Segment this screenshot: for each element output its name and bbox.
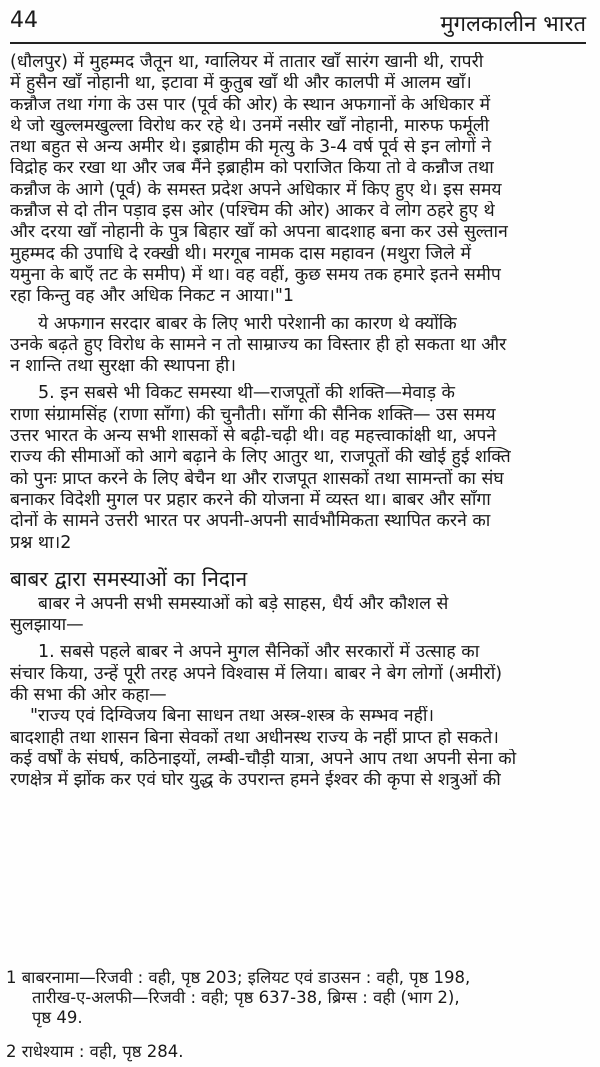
footnote-2	[6, 1042, 590, 1062]
section-heading: बाबर द्वारा समस्याओं का निदान	[10, 566, 248, 591]
text-line: 1. सबसे पहले बाबर ने अपने मुगल सैनिकों और सरकारों में उत्साह का	[38, 642, 480, 663]
text-line: रहा किन्तु वह और अधिक निकट न आया।"1	[10, 286, 295, 307]
text-line: राणा संग्रामसिंह (राणा साँगा) की चुनौती। साँगा की सैनिक शक्ति— उस समय	[10, 404, 496, 425]
paragraph-quote	[10, 706, 590, 791]
text-line: यमुना के बाएँ तट के समीप) में था। वह वहीं, कुछ समय तक हमारे इतने समीप	[10, 264, 501, 285]
footnote-1	[6, 968, 590, 1028]
paragraph-point-one	[10, 642, 590, 706]
text-line: कन्नौज के आगे (पूर्व) के समस्त प्रदेश अपने अधिकार में किए हुए थे। इस समय	[10, 179, 502, 200]
text-line: बनाकर विदेशी मुगल पर प्रहार करने की योजना में व्यस्त था। बाबर और साँगा	[10, 489, 491, 510]
text-line: विद्रोह कर रखा था और जब मैंने इब्राहीम को पराजित किया तो वे कन्नौज तथा	[10, 158, 494, 179]
text-line: रणक्षेत्र में झोंक कर एवं घोर युद्ध के उपरान्त हमने ईश्वर की कृपा से शत्रुओं की	[10, 770, 501, 791]
text-line: बादशाही तथा शासन बिना सेवकों तथा अधीनस्थ राज्य के नहीं प्राप्त हो सकते।	[10, 727, 499, 748]
running-title: मुगलकालीन भारत	[440, 12, 586, 37]
text-line: तथा बहुत से अन्य अमीर थे। इब्राहीम की मृत्यु के 3-4 वर्ष पूर्व से इन लोगों ने	[10, 137, 492, 158]
body-text	[10, 52, 590, 792]
text-line: 5. इन सबसे भी विकट समस्या थी—राजपूतों की शक्ति—मेवाड़ के	[38, 383, 455, 404]
text-line: (धौलपुर) में मुहम्मद जैतून था, ग्वालियर में तातार खाँ सारंग खानी थी, रापरी	[10, 52, 484, 72]
text-line: ये अफगान सरदार बाबर के लिए भारी परेशानी का कारण थे क्योंकि	[38, 313, 457, 334]
paragraph-afghan-locations	[10, 52, 590, 308]
footnote-line: पृष्ठ 49.	[32, 1008, 83, 1027]
text-line: उनके बढ़ते हुए विरोध के सामने न तो साम्राज्य का विस्तार ही हो सकता था और	[10, 334, 507, 355]
text-line: उत्तर भारत के अन्य सभी शासकों से बढ़ी-चढ़ी थी। वह महत्त्वाकांक्षी था, अपने	[10, 426, 497, 447]
footnote-line: तारीख-ए-अलफी—रिजवी : वही; पृष्ठ 637-38, ब्रिग्स : वही (भाग 2),	[32, 988, 460, 1007]
text-line: सुलझाया—	[10, 615, 84, 636]
text-line: न शान्ति तथा सुरक्षा की स्थापना ही।	[10, 356, 236, 377]
text-line: "राज्य एवं दिग्विजय बिना साधन तथा अस्त्र-शस्त्र के सम्भव नहीं।	[30, 706, 435, 727]
text-line: कन्नौज तथा गंगा के उस पार (पूर्व की ओर) के स्थान अफगानों के अधिकार में	[10, 94, 491, 115]
text-line: प्रश्न था।2	[10, 532, 72, 553]
text-line: की सभा की ओर कहा—	[10, 685, 167, 706]
footnote-line: 1 बाबरनामा—रिजवी : वही, पृष्ठ 203; इलियट एवं डाउसन : वही, पृष्ठ 198,	[6, 968, 471, 987]
text-line: संचार किया, उन्हें पूरी तरह अपने विश्वास में लिया। बाबर ने बेग लोगों (अमीरों)	[10, 663, 503, 684]
text-line: और दरया खाँ नोहानी के पुत्र बिहार खाँ को अपना बादशाह बना कर उसे सुल्तान	[10, 222, 508, 243]
text-line: में हुसैन खाँ नोहानी था, इटावा में कुतुब खाँ थी और कालपी में आलम खाँ।	[10, 73, 472, 94]
text-line: बाबर ने अपनी सभी समस्याओं को बड़े साहस, धैर्य और कौशल से	[38, 593, 449, 614]
paragraph-solution-intro	[10, 594, 590, 637]
text-line: राज्य की सीमाओं को आगे बढ़ाने के लिए आतुर था, राजपूतों की खोई हुई शक्ति	[10, 447, 511, 468]
page-header	[10, 6, 586, 44]
text-line: को पुनः प्राप्त करने के लिए बेचैन था और राजपूत शासकों तथा सामन्तों का संघ	[10, 468, 504, 489]
page-number: 44	[10, 8, 38, 33]
paragraph-afghan-problem	[10, 314, 590, 378]
text-line: मुहम्मद की उपाधि दे रक्खी थी। मरगूब नामक दास महावन (मथुरा जिले में	[10, 243, 471, 264]
text-line: दोनों के सामने उत्तरी भारत पर अपनी-अपनी सार्वभौमिकता स्थापित करने का	[10, 511, 491, 532]
footnotes	[6, 968, 590, 1062]
text-line: थे जो खुल्लमखुल्ला विरोध कर रहे थे। उनमें नसीर खाँ नोहानी, मारुफ फर्मूली	[10, 115, 490, 136]
text-line: कई वर्षों के संघर्ष, कठिनाइयों, लम्बी-चौड़ी यात्रा, अपने आप तथा अपनी सेना को	[10, 748, 517, 769]
footnote-line: 2 राधेश्याम : वही, पृष्ठ 284.	[6, 1042, 184, 1061]
paragraph-rajput-challenge	[10, 383, 590, 553]
text-line: कन्नौज से दो तीन पड़ाव इस ओर (पश्चिम की ओर) आकर वे लोग ठहरे हुए थे	[10, 201, 495, 222]
